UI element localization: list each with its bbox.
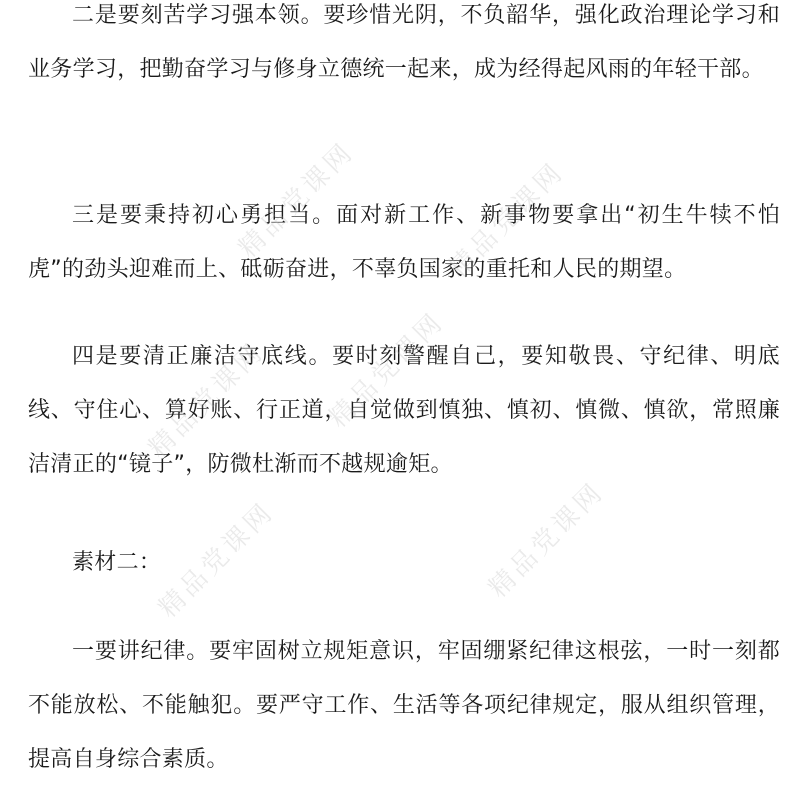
watermark: 精品党课网 (323, 306, 451, 434)
section-heading-material-two: 素材二： (72, 550, 162, 575)
watermark: 精品党课网 (443, 156, 571, 284)
paragraph-discipline: 一要讲纪律。要牢固树立规矩意识，牢固绷紧纪律这根弦，一时一刻都不能放松、不能触犯。要严守工作、生活等各项纪律规定，服从组织管理，提高自身综合素质。 (28, 639, 780, 772)
watermark: 精品党课网 (143, 336, 271, 464)
watermark: 精品党课网 (483, 476, 611, 604)
paragraph-responsibility: 三是要秉持初心勇担当。面对新工作、新事物要拿出“初生牛犊不怕虎”的劲头迎难而上、砥砺奋进，不辜负国家的重托和人民的期望。 (28, 203, 780, 282)
watermark: 精品党课网 (233, 136, 361, 264)
paragraph-study: 二是要刻苦学习强本领。要珍惜光阴，不负韶华，强化政治理论学习和业务学习，把勤奋学习与修身立德统一起来，成为经得起风雨的年轻干部。 (28, 3, 780, 82)
watermark: 精品党课网 (153, 496, 281, 624)
paragraph-integrity: 四是要清正廉洁守底线。要时刻警醒自己，要知敬畏、守纪律、明底线、守住心、算好账、行正道，自觉做到慎独、慎初、慎微、慎欲，常照廉洁清正的“镜子”，防微杜渐而不越规逾矩。 (28, 344, 780, 477)
